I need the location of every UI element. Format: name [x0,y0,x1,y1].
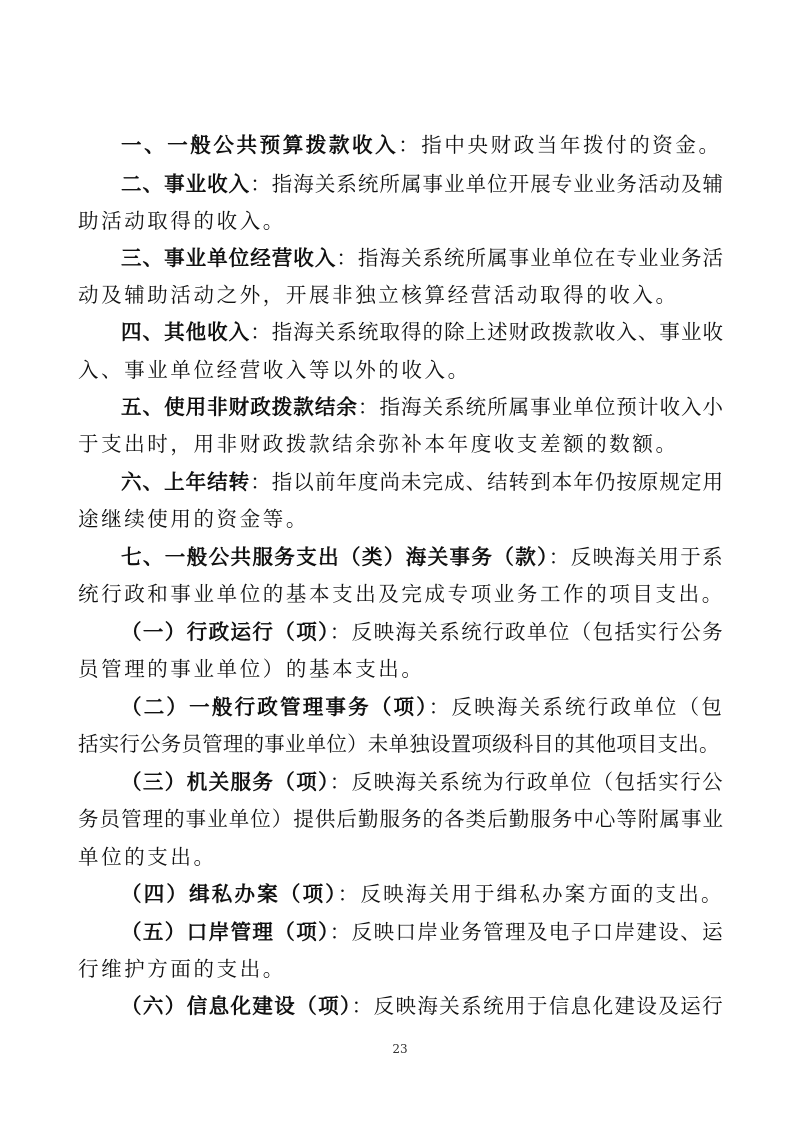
paragraph-9-term: （二）一般行政管理事务（项） [121,695,429,719]
paragraph-2-line-1 [121,164,724,204]
paragraph-5-line-2: 于支出时，用非财政拨款结余弥补本年度收支差额的数额。 [78,432,679,456]
paragraph-2-line-2: 助活动取得的收入。 [78,209,286,233]
paragraph-8-term: （一）行政运行（项） [121,620,330,644]
paragraph-12-term: （五）口岸管理（项） [121,920,330,944]
paragraph-3-text: ：指海关系统所属事业单位在专业业务活 [336,246,725,270]
paragraph-3-term: 三、事业单位经营收入 [121,246,337,270]
paragraph-5-line-1 [121,387,724,427]
paragraph-13-term: （六）信息化建设（项） [121,994,352,1018]
page-number: 23 [392,1042,408,1056]
paragraph-3-line-2: 动及辅助活动之外，开展非独立核算经营活动取得的收入。 [78,283,679,307]
paragraph-7-line-1 [121,537,724,577]
paragraph-8-text: ：反映海关系统行政单位（包括实行公务 [329,620,725,644]
paragraph-8-line-2: 员管理的事业单位）的基本支出。 [78,657,425,681]
paragraph-6-line-1 [121,462,724,502]
paragraph-12-text: ：反映口岸业务管理及电子口岸建设、运 [329,920,725,944]
paragraph-4-text: ：指海关系统取得的除上述财政拨款收入、事业收 [250,320,725,344]
paragraph-13-line-1 [121,986,724,1026]
paragraph-5-term: 五、使用非财政拨款结余 [121,395,358,419]
paragraph-1-term: 一、一般公共预算拨款收入 [121,133,399,157]
paragraph-7-line-2: 统行政和事业单位的基本支出及完成专项业务工作的项目支出。 [78,582,725,606]
paragraph-10-line-1 [121,762,724,802]
paragraph-7-text: ：反映海关用于系 [548,545,725,569]
paragraph-3-line-1 [121,238,724,278]
paragraph-2-term: 二、事业收入 [121,172,251,196]
paragraph-7-term: 七、一般公共服务支出（类）海关事务（款） [121,545,549,569]
paragraph-6-line-2: 途继续使用的资金等。 [78,507,309,531]
paragraph-6-text: ：指以前年度尚未完成、结转到本年仍按原规定用 [250,470,725,494]
paragraph-1-text: ：指中央财政当年拨付的资金。 [398,133,722,157]
paragraph-4-line-1 [121,312,724,352]
paragraph-4-term: 四、其他收入 [121,320,251,344]
paragraph-1-line-1 [121,125,724,165]
paragraph-10-line-2: 务员管理的事业单位）提供后勤服务的各类后勤服务中心等附属事业 [78,807,724,831]
paragraph-13-text: ：反映海关系统用于信息化建设及运行 [351,994,724,1018]
paragraph-9-line-2: 括实行公务员管理的事业单位）未单独设置项级科目的其他项目支出。 [78,732,720,756]
paragraph-10-text: ：反映海关系统为行政单位（包括实行公 [329,770,725,794]
paragraph-2-text: ：指海关系统所属事业单位开展专业业务活动及辅 [250,172,725,196]
paragraph-11-line-1 [121,874,724,914]
paragraph-8-line-1 [121,612,724,652]
paragraph-5-text: ：指海关系统所属事业单位预计收入小 [357,395,725,419]
paragraph-11-term: （四）缉私办案（项） [121,882,338,906]
paragraph-6-term: 六、上年结转 [121,470,251,494]
paragraph-12-line-2: 行维护方面的支出。 [78,957,286,981]
paragraph-10-line-3: 单位的支出。 [78,845,217,869]
paragraph-9-text: ：反映海关系统行政单位（包 [428,695,724,719]
paragraph-9-line-1 [121,687,724,727]
paragraph-10-term: （三）机关服务（项） [121,770,330,794]
paragraph-12-line-1 [121,912,724,952]
paragraph-4-line-2: 入、事业单位经营收入等以外的收入。 [78,358,471,382]
paragraph-11-text: ：反映海关用于缉私办案方面的支出。 [337,882,724,906]
